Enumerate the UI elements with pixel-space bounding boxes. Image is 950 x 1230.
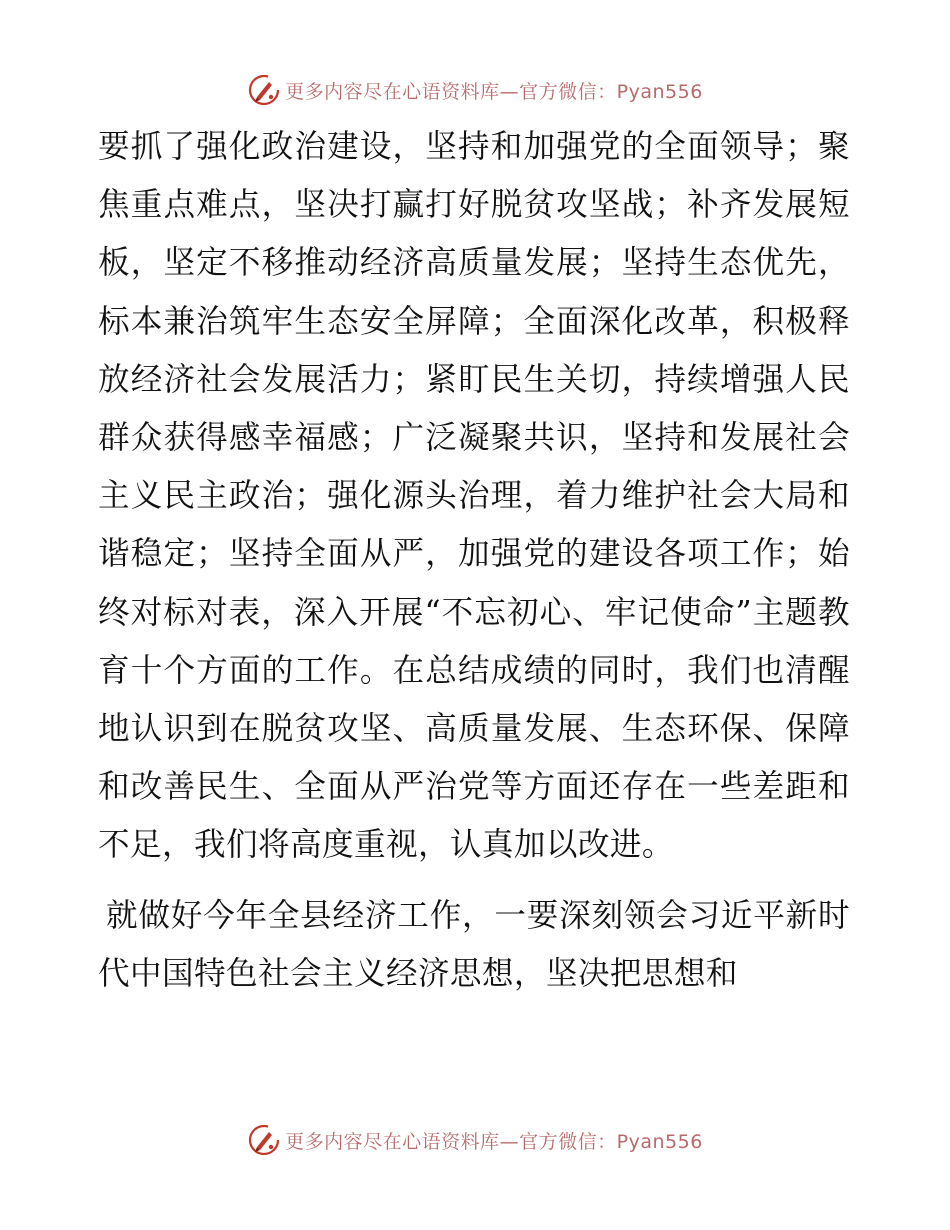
body-paragraph-1: 要抓了强化政治建设，坚持和加强党的全面领导；聚焦重点难点，坚决打赢打好脱贫攻坚战；补齐发展短板，坚定不移推动经济高质量发展；坚持生态优先，标本兼治筑牢生态安全屏障；全面深化改革，积极释放经济社会发展活力；紧盯民生关切，持续增强人民群众获得感幸福感；广泛凝聚共识，坚持和发展社会主义民主政治；强化源头治理，着力维护社会大局和谐稳定；坚持全面从严，加强党的建设各项工作；始终对标对表，深入开展“不忘初心、牢记使命”主题教育十个方面的工作。在总结成绩的同时，我们也清醒地认识到在脱贫攻坚、高质量发展、生态环保、保障和改善民生、全面从严治党等方面还存在一些差距和不足，我们将高度重视，认真加以改进。 bbox=[98, 129, 850, 864]
footer-banner-text: 更多内容尽在心语资料库—官方微信：Pyan556 bbox=[285, 1130, 703, 1153]
header-watermark-banner bbox=[0, 70, 950, 110]
footer-watermark-banner bbox=[0, 1120, 950, 1160]
body-paragraph-2: 就做好今年全县经济工作，一要深刻领会习近平新时代中国特色社会主义经济思想，坚决把思想和 bbox=[98, 897, 850, 992]
document-body bbox=[98, 118, 850, 1003]
pen-logo-icon bbox=[247, 1123, 281, 1157]
header-banner-text: 更多内容尽在心语资料库—官方微信：Pyan556 bbox=[285, 80, 703, 103]
pen-logo-icon bbox=[247, 73, 281, 107]
